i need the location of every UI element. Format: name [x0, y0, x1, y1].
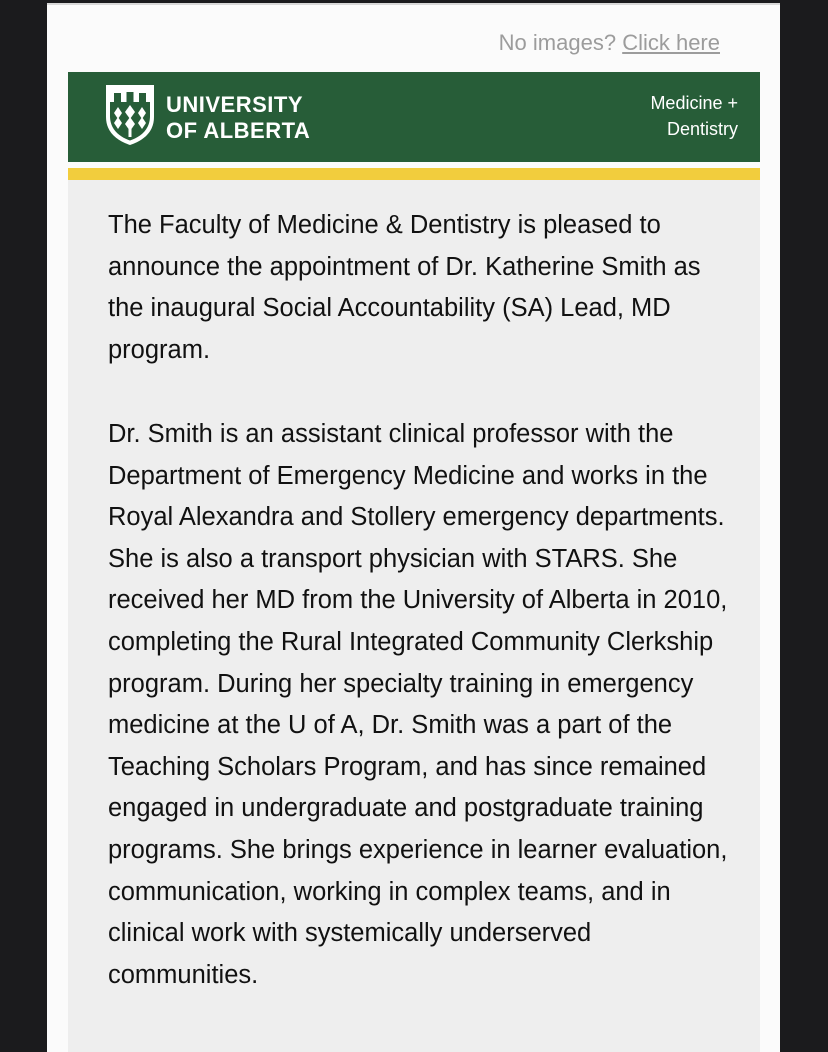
- wordmark-line1: UNIVERSITY: [166, 92, 304, 117]
- university-crest-icon: [104, 83, 156, 147]
- no-images-text: No images?: [498, 30, 617, 55]
- email-body: [68, 180, 760, 1052]
- faculty-label: [618, 90, 738, 142]
- body-paragraph-1: The Faculty of Medicine & Dentistry is pleased to announce the appointment of Dr. Katherine Smith as the inaugural Social Accountability (SA) Lead, MD program.: [108, 211, 701, 364]
- wordmark-line2: OF ALBERTA: [166, 118, 311, 143]
- faculty-line1: Medicine +: [650, 93, 738, 113]
- university-wordmark: [166, 92, 310, 144]
- email-frame: [47, 3, 780, 1052]
- body-paragraph-2: Dr. Smith is an assistant clinical professor with the Department of Emergency Medicine and works in the Royal Alexandra and Stollery emergency departments. She is also a transport physician with STARS. She received her MD from the University of Alberta in 2010, completing the Rural Integrated Community Clerkship program. During her specialty training in emergency medicine at the U of A, Dr. Smith was a part of the Teaching Scholars Program, and has since remained engaged in undergraduate and postgraduate training programs. She brings experience in learner evaluation, communication, working in complex teams, and in clinical work with systemically underserved communities.: [108, 420, 728, 989]
- accent-bar: [68, 168, 760, 180]
- faculty-line2: Dentistry: [666, 119, 738, 139]
- email-header: [68, 72, 760, 162]
- top-divider: [47, 3, 780, 5]
- click-here-link[interactable]: Click here: [622, 30, 720, 55]
- no-images-notice: [499, 30, 720, 56]
